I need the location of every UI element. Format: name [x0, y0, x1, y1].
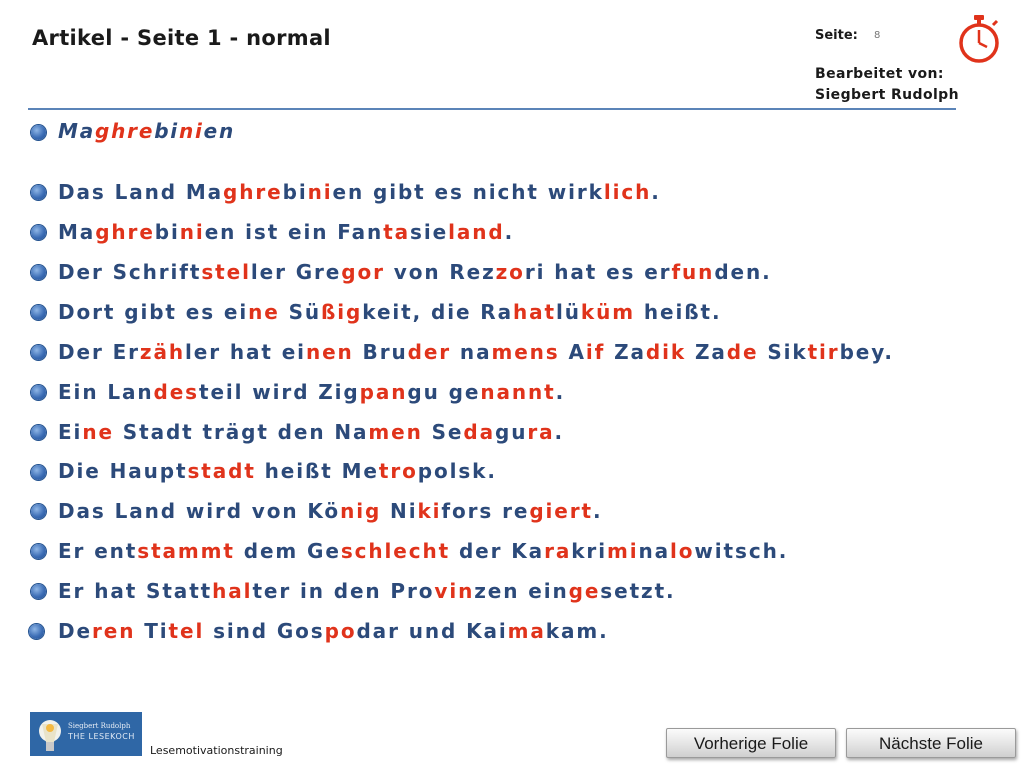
author-name: Siegbert Rudolph — [815, 87, 959, 103]
syllable-text: ter in den Pro — [252, 579, 435, 603]
syllable-text: Er hat Statt — [58, 579, 213, 603]
syllable-text: gu ge — [407, 380, 481, 404]
highlighted-syllable: mi — [606, 539, 639, 563]
syllable-text: De — [58, 619, 92, 643]
syllable-text: gu — [495, 420, 528, 444]
highlighted-syllable: lich — [603, 180, 652, 204]
highlighted-syllable: ßig — [321, 300, 363, 324]
highlighted-syllable: land — [448, 220, 505, 244]
circle-bullet-icon — [31, 425, 46, 440]
syllable-text: Das Land Ma — [58, 180, 224, 204]
syllable-text: der Ka — [450, 539, 545, 563]
circle-bullet-icon — [31, 265, 46, 280]
syllable-text: na — [638, 539, 671, 563]
highlighted-syllable: zäh — [139, 340, 185, 364]
syllable-text: Das Land wird von Kö — [58, 499, 341, 523]
syllable-text: Bru — [353, 340, 408, 364]
syllable-text: A — [559, 340, 586, 364]
circle-bullet-icon — [31, 385, 46, 400]
highlighted-syllable: hat — [512, 300, 556, 324]
highlighted-syllable: küm — [580, 300, 635, 324]
syllable-text: Ei — [58, 420, 83, 444]
highlighted-syllable: ren — [91, 619, 136, 643]
syllable-text: sind Gos — [204, 619, 325, 643]
circle-bullet-icon — [31, 504, 46, 519]
syllable-text: heißt Me — [255, 459, 379, 483]
circle-bullet-icon — [31, 125, 46, 140]
sentence-line[interactable] — [58, 220, 514, 244]
highlighted-syllable: ne — [82, 420, 114, 444]
highlighted-syllable: ta — [383, 220, 411, 244]
highlighted-syllable: ni — [307, 180, 333, 204]
highlighted-syllable: schlecht — [340, 539, 451, 563]
sentence-line[interactable] — [58, 180, 661, 204]
sentence-line[interactable] — [58, 539, 788, 563]
previous-slide-button[interactable]: Vorherige Folie — [666, 728, 836, 758]
syllable-text: bi — [154, 220, 180, 244]
circle-bullet-icon — [29, 624, 44, 639]
syllable-text: Za — [686, 340, 727, 364]
syllable-text: na — [451, 340, 492, 364]
highlighted-syllable: ne — [248, 300, 280, 324]
syllable-text: Se — [422, 420, 464, 444]
highlighted-syllable: ki — [417, 499, 442, 523]
syllable-text: Ni — [381, 499, 418, 523]
sentence-line[interactable] — [58, 619, 609, 643]
syllable-text: den. — [714, 260, 772, 284]
edited-by-label: Bearbeitet von: — [815, 66, 944, 82]
highlighted-syllable: ra — [544, 539, 572, 563]
highlighted-syllable: tel — [168, 619, 205, 643]
highlighted-syllable: if — [585, 340, 606, 364]
syllable-text: Die Haupt — [58, 459, 188, 483]
syllable-text: . — [504, 220, 515, 244]
syllable-text: en — [203, 119, 236, 143]
syllable-text: Sik — [758, 340, 808, 364]
highlighted-syllable: stammt — [137, 539, 235, 563]
highlighted-syllable: po — [324, 619, 357, 643]
circle-bullet-icon — [31, 584, 46, 599]
syllable-text: . — [593, 499, 603, 523]
highlighted-syllable: stadt — [187, 459, 256, 483]
sentence-line[interactable] — [58, 260, 772, 284]
footer-label: Lesemotivationstraining — [150, 744, 283, 757]
page-label: Seite: — [815, 28, 858, 43]
highlighted-syllable: men — [368, 420, 423, 444]
syllable-text: sie — [410, 220, 449, 244]
syllable-text: . — [651, 180, 661, 204]
syllable-text: lü — [555, 300, 581, 324]
highlighted-syllable: tir — [807, 340, 840, 364]
syllable-text: Stadt trägt den Na — [113, 420, 369, 444]
highlighted-syllable: gor — [341, 260, 385, 284]
highlighted-syllable: nig — [340, 499, 382, 523]
highlighted-syllable: nannt — [480, 380, 556, 404]
syllable-text: . — [554, 420, 565, 444]
highlighted-syllable: da — [463, 420, 495, 444]
highlighted-syllable: ni — [178, 119, 204, 143]
syllable-text: setzt. — [600, 579, 676, 603]
highlighted-syllable: zo — [495, 260, 525, 284]
syllable-text: dar und Kai — [356, 619, 508, 643]
highlighted-syllable: tro — [378, 459, 418, 483]
syllable-text: Ti — [135, 619, 169, 643]
highlighted-syllable: ra — [527, 420, 555, 444]
highlighted-syllable: des — [153, 380, 199, 404]
syllable-text: heißt. — [634, 300, 722, 324]
circle-bullet-icon — [31, 305, 46, 320]
syllable-text: bey. — [839, 340, 894, 364]
syllable-text: Der Er — [58, 340, 140, 364]
sentence-line[interactable] — [58, 300, 721, 324]
highlighted-syllable: der — [407, 340, 452, 364]
highlighted-syllable: hal — [212, 579, 253, 603]
highlighted-syllable: nen — [305, 340, 354, 364]
circle-bullet-icon — [31, 185, 46, 200]
page-number: 8 — [874, 30, 881, 41]
highlighted-syllable: ghre — [95, 119, 155, 143]
syllable-text: Ma — [58, 119, 95, 143]
highlighted-syllable: ni — [179, 220, 205, 244]
highlighted-syllable: ghre — [223, 180, 283, 204]
syllable-text: en ist ein Fan — [204, 220, 384, 244]
highlighted-syllable: fun — [671, 260, 715, 284]
highlighted-syllable: mens — [491, 340, 560, 364]
syllable-text: Dort gibt es ei — [58, 300, 249, 324]
syllable-text: bi — [282, 180, 308, 204]
syllable-text: ler Gre — [250, 260, 342, 284]
heading-maghrebinien[interactable] — [58, 119, 235, 143]
highlighted-syllable: ge — [568, 579, 601, 603]
sentence-line[interactable] — [58, 579, 676, 603]
slide-title: Artikel - Seite 1 - normal — [32, 26, 331, 50]
sentence-line[interactable] — [58, 420, 564, 444]
syllable-text: Sü — [279, 300, 322, 324]
header-divider — [28, 108, 956, 110]
highlighted-syllable: pan — [359, 380, 408, 404]
highlighted-syllable: de — [726, 340, 759, 364]
syllable-text: Der Schrift — [58, 260, 202, 284]
syllable-text: kam. — [545, 619, 609, 643]
next-slide-button[interactable]: Nächste Folie — [846, 728, 1016, 758]
syllable-text: en gibt es nicht wirk — [332, 180, 604, 204]
highlighted-syllable: ma — [507, 619, 546, 643]
syllable-text: zen ein — [474, 579, 569, 603]
syllable-text: . — [555, 380, 566, 404]
highlighted-syllable: dik — [645, 340, 687, 364]
syllable-text: bi — [154, 119, 179, 143]
sentence-line[interactable] — [58, 499, 603, 523]
sentence-line[interactable] — [58, 380, 565, 404]
highlighted-syllable: stel — [201, 260, 251, 284]
syllable-text: kri — [571, 539, 607, 563]
sentence-line[interactable] — [58, 340, 894, 364]
circle-bullet-icon — [31, 345, 46, 360]
syllable-text: von Rez — [384, 260, 496, 284]
circle-bullet-icon — [31, 225, 46, 240]
highlighted-syllable: ghre — [95, 220, 155, 244]
syllable-text: witsch. — [694, 539, 789, 563]
syllable-text: teil wird Zig — [199, 380, 360, 404]
syllable-text: Za — [605, 340, 646, 364]
highlighted-syllable: vin — [434, 579, 475, 603]
syllable-text: Er ent — [58, 539, 138, 563]
syllable-text: dem Ge — [234, 539, 341, 563]
lesekoch-logo — [30, 712, 142, 756]
syllable-text: polsk. — [417, 459, 497, 483]
syllable-text: keit, die Ra — [362, 300, 513, 324]
logo-text-name: Siegbert Rudolph — [68, 722, 131, 730]
circle-bullet-icon — [31, 465, 46, 480]
circle-bullet-icon — [31, 544, 46, 559]
highlighted-syllable: lo — [670, 539, 695, 563]
syllable-text: Ein Lan — [58, 380, 154, 404]
highlighted-syllable: giert — [529, 499, 593, 523]
stopwatch-icon[interactable] — [955, 14, 1003, 64]
sentence-line[interactable] — [58, 459, 497, 483]
syllable-text: Ma — [58, 220, 96, 244]
logo-text-brand: THE LESEKOCH — [68, 732, 135, 741]
syllable-text: fors re — [441, 499, 530, 523]
syllable-text: ler hat ei — [185, 340, 306, 364]
syllable-text: ri hat es er — [524, 260, 672, 284]
